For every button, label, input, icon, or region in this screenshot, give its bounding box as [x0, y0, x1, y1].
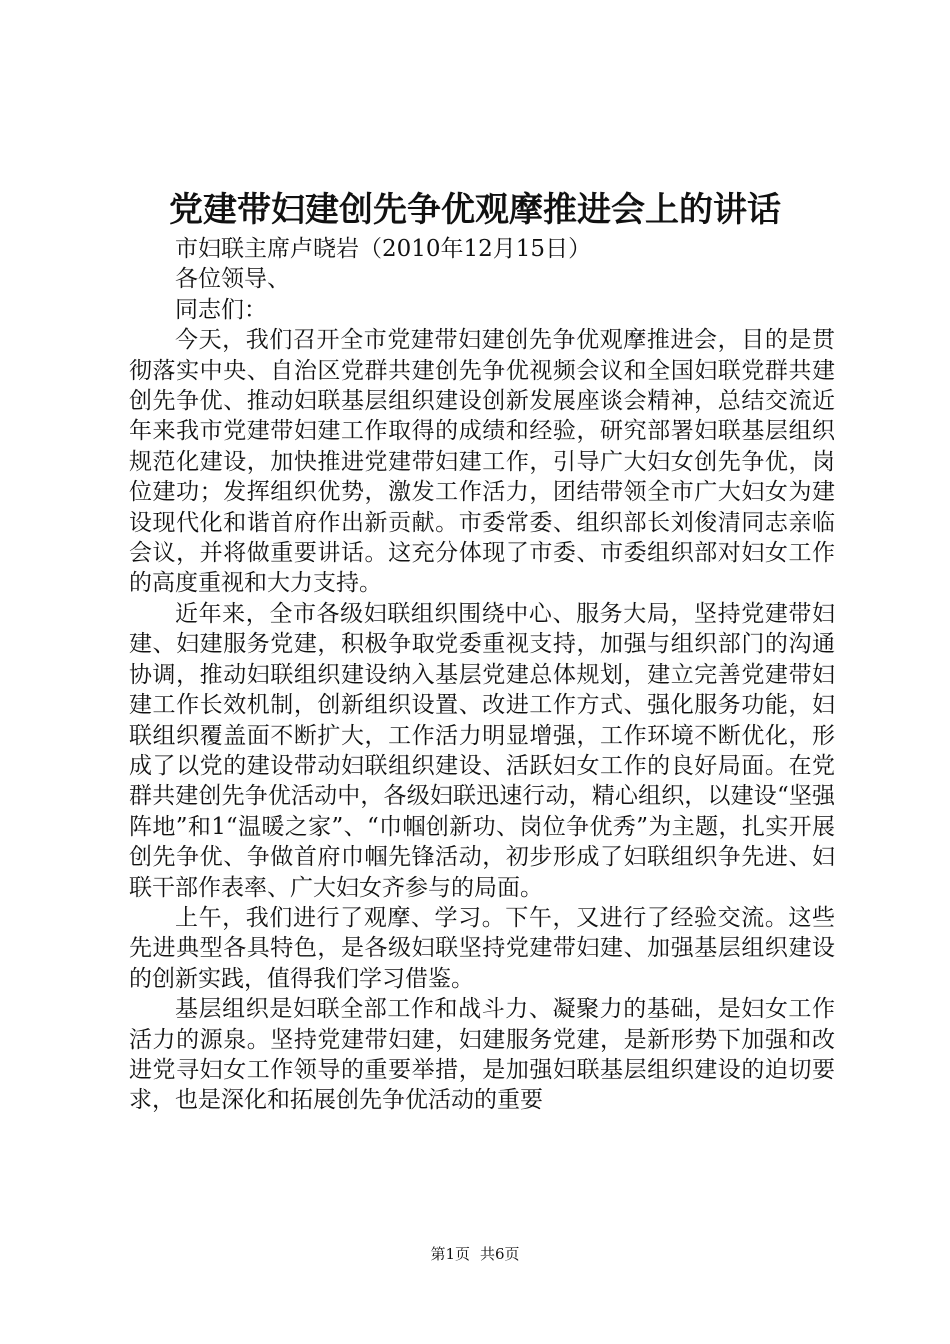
- paragraph-2: 近年来，全市各级妇联组织围绕中心、服务大局，坚持党建带妇建、妇建服务党建，积极争取党委重视支持，加强与组织部门的沟通协调，推动妇联组织建设纳入基层党建总体规划，建立完善党建带妇建工作长效机制，创新组织设置、改进工作方式、强化服务功能，妇联组织覆盖面不断扩大，工作活力明显增强，工作环境不断优化，形成了以党的建设带动妇联组织建设、活跃妇女工作的良好局面。在党群共建创先争优活动中，各级妇联迅速行动，精心组织，以建设“坚强阵地”和1“温暖之家”、“巾帼创新功、岗位争优秀”为主题，扎实开展创先争优、争做首府巾帼先锋活动，初步形成了妇联组织争先进、妇联干部作表率、广大妇女齐参与的局面。: [129, 600, 835, 901]
- page-number-current: 第1页: [430, 1245, 470, 1263]
- paragraph-1: 今天，我们召开全市党建带妇建创先争优观摩推进会，目的是贯彻落实中央、自治区党群共建创先争优视频会议和全国妇联党群共建创先争优、推动妇联基层组织建设创新发展座谈会精神，总结交流近年来我市党建带妇建工作取得的成绩和经验，研究部署妇联基层组织规范化建设，加快推进党建带妇建工作，引导广大妇女创先争优，岗位建功；发挥组织优势，激发工作活力，团结带领全市广大妇女为建设现代化和谐首府作出新贡献。市委常委、组织部长刘俊清同志亲临会议，并将做重要讲话。这充分体现了市委、市委组织部对妇女工作的高度重视和大力支持。: [129, 327, 835, 597]
- paragraph-4: 基层组织是妇联全部工作和战斗力、凝聚力的基础，是妇女工作活力的源泉。坚持党建带妇建，妇建服务党建，是新形势下加强和改进党寻妇女工作领导的重要举措，是加强妇联基层组织建设的迫切要求，也是深化和拓展创先争优活动的重要: [129, 996, 835, 1114]
- byline: 市妇联主席卢晓岩（2010年12月15日）: [175, 236, 592, 262]
- salutation-line-1: 各位领导、: [175, 266, 290, 293]
- document-body: [129, 234, 835, 1116]
- paragraph-3: 上午，我们进行了观摩、学习。下午，又进行了经验交流。这些先进典型各具特色，是各级妇联坚持党建带妇建、加强基层组织建设的创新实践，值得我们学习借鉴。: [129, 904, 835, 992]
- salutation-line-2: 同志们：: [175, 296, 267, 323]
- page-footer: [0, 1244, 950, 1264]
- document-title: 党建带妇建创先争优观摩推进会上的讲话: [169, 190, 781, 230]
- page-number-total: 共6页: [480, 1245, 520, 1263]
